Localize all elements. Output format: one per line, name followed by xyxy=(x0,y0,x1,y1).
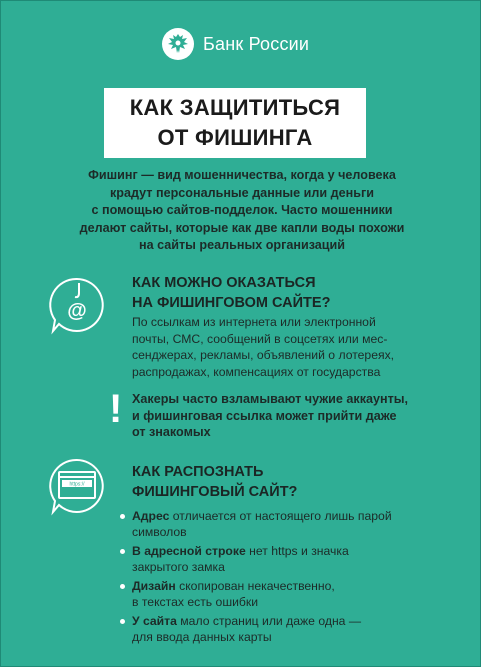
list-item xyxy=(117,613,447,645)
title-line-1: КАК ЗАЩИТИТЬСЯ xyxy=(129,95,341,120)
bullet-text: для ввода данных карты xyxy=(132,630,272,644)
bullet-text: мало страниц или даже одна — xyxy=(176,614,362,628)
bullet-text: нет https и значка xyxy=(245,544,349,558)
url-text: https:// xyxy=(69,481,85,488)
section1-body-line: сенджерах, рекламы, объявлений о лотереях, xyxy=(132,348,395,362)
section2-heading-line: ФИШИНГОВЫЙ САЙТ? xyxy=(132,484,298,500)
bank-logo xyxy=(161,27,309,61)
logo-text: Банк России xyxy=(203,33,310,54)
bullet-dot-icon xyxy=(120,619,125,624)
intro-line: крадут персональные данные или деньги xyxy=(110,185,374,200)
section1-heading xyxy=(132,273,330,313)
bullet-text: отличается от настоящего лишь парой xyxy=(169,509,392,523)
exclamation-icon: ! xyxy=(109,387,123,431)
bullet-text: символов xyxy=(132,525,187,539)
warning-line: и фишинговая ссылка может прийти даже xyxy=(132,408,397,423)
bullet-key: В адресной строке xyxy=(132,544,246,558)
section2-heading xyxy=(132,462,297,502)
title-box xyxy=(104,88,366,158)
list-item xyxy=(117,578,447,610)
section2-heading-line: КАК РАСПОЗНАТЬ xyxy=(132,464,264,480)
intro-line: Фишинг — вид мошенничества, когда у человека xyxy=(88,168,396,182)
bullet-dot-icon xyxy=(120,584,125,589)
bullet-key: Адрес xyxy=(132,509,170,523)
eagle-emblem-icon xyxy=(161,27,195,61)
bullet-key: Дизайн xyxy=(132,579,176,593)
section1-heading-line: НА ФИШИНГОВОМ САЙТЕ? xyxy=(132,295,331,311)
list-item xyxy=(117,543,447,575)
bullet-dot-icon xyxy=(120,549,125,554)
list-item xyxy=(117,508,447,540)
intro-line: делают сайты, которые как две капли воды похожи xyxy=(79,220,405,235)
intro-paragraph xyxy=(57,167,427,255)
bullet-text: в текстах есть ошибки xyxy=(132,595,259,609)
browser-window-icon xyxy=(45,454,109,518)
bullet-text: скопирован некачественно, xyxy=(175,579,335,593)
section1-heading-line: КАК МОЖНО ОКАЗАТЬСЯ xyxy=(132,275,316,291)
title-line-2: ОТ ФИШИНГА xyxy=(157,125,313,150)
intro-line: на сайты реальных организаций xyxy=(138,238,346,252)
phishing-hook-icon xyxy=(45,273,109,337)
at-symbol: @ xyxy=(67,300,87,322)
section1-body-line: почты, СМС, сообщений в соцсетях или мес- xyxy=(132,331,388,346)
warning-text xyxy=(132,391,408,441)
bullet-dot-icon xyxy=(120,514,125,519)
warning-line: от знакомых xyxy=(132,425,211,439)
intro-line: с помощью сайтов-подделок. Часто мошенники xyxy=(91,203,393,217)
section1-body-line: По ссылкам из интернета или электронной xyxy=(132,315,376,329)
warning-line: Хакеры часто взламывают чужие аккаунты, xyxy=(132,392,409,406)
signs-list xyxy=(117,508,447,648)
section1-body xyxy=(132,314,394,380)
bullet-key: У сайта xyxy=(132,614,177,628)
section1-body-line: распродажах, компенсациях от государства xyxy=(132,364,381,379)
bullet-text: закрытого замка xyxy=(132,560,225,574)
